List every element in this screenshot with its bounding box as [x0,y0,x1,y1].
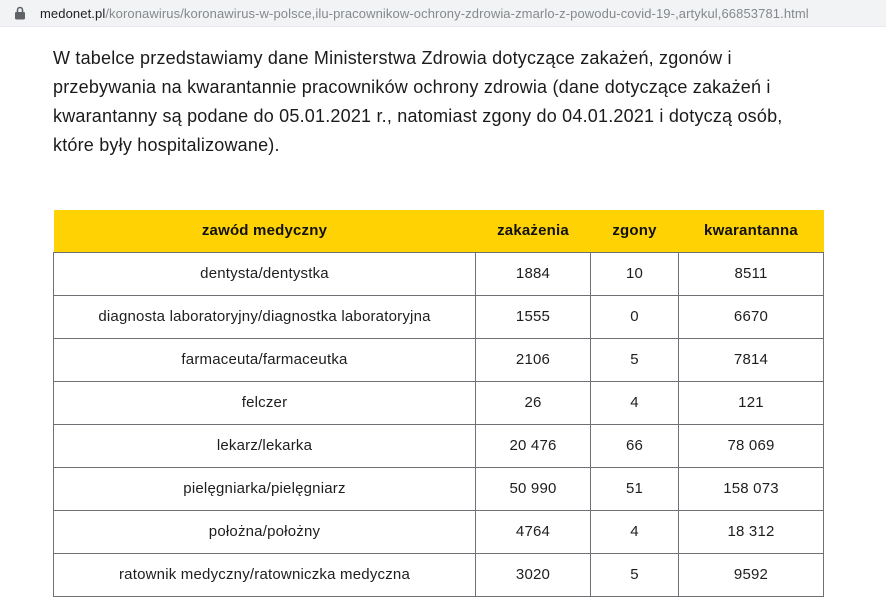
table-header-zawod-medyczny: zawód medyczny [54,210,476,252]
table-row [54,424,824,467]
table-cell: 26 [476,381,591,424]
table-cell: położna/położny [54,510,476,553]
table-cell: 10 [591,252,679,295]
table-cell: 4764 [476,510,591,553]
table-cell: 7814 [679,338,824,381]
url-path: /koronawirus/koronawirus-w-polsce,ilu-pracownikow-ochrony-zdrowia-zmarlo-z-powodu-covid-19-,artykul,66853781.html [105,5,809,21]
table-cell: 2106 [476,338,591,381]
table-row [54,338,824,381]
table-cell: 4 [591,381,679,424]
table-cell: 1884 [476,252,591,295]
table-row [54,252,824,295]
table-cell: pielęgniarka/pielęgniarz [54,467,476,510]
lock-icon[interactable] [14,6,26,20]
table-cell: 6670 [679,295,824,338]
table-cell: diagnosta laboratoryjny/diagnostka laboratoryjna [54,295,476,338]
table-row [54,553,824,596]
table-cell: 158 073 [679,467,824,510]
table-cell: farmaceuta/farmaceutka [54,338,476,381]
table-header-kwarantanna: kwarantanna [679,210,824,252]
url-text [40,6,809,21]
table-cell: lekarz/lekarka [54,424,476,467]
data-table [53,210,824,597]
article-content [0,27,886,597]
table-cell: 50 990 [476,467,591,510]
table-header-row [54,210,824,252]
table-body [54,252,824,596]
table-row [54,467,824,510]
table-cell: 5 [591,338,679,381]
table-cell: felczer [54,381,476,424]
table-row [54,381,824,424]
table-header-zakazenia: zakażenia [476,210,591,252]
table-cell: 9592 [679,553,824,596]
table-cell: 5 [591,553,679,596]
table-cell: 51 [591,467,679,510]
url-host: medonet.pl [40,5,106,21]
table-cell: 4 [591,510,679,553]
table-cell: 0 [591,295,679,338]
table-cell: 66 [591,424,679,467]
table-row [54,510,824,553]
table-cell: 121 [679,381,824,424]
table-cell: ratownik medyczny/ratowniczka medyczna [54,553,476,596]
table-cell: 1555 [476,295,591,338]
table-row [54,295,824,338]
table-cell: dentysta/dentystka [54,252,476,295]
table-header-zgony: zgony [591,210,679,252]
table-cell: 3020 [476,553,591,596]
table-cell: 78 069 [679,424,824,467]
article-intro: W tabelce przedstawiamy dane Ministerstwa Zdrowia dotyczące zakażeń, zgonów i przebywania na kwarantannie pracowników ochrony zdrowia (dane dotyczące zakażeń i kwarantanny są podane do 05.01.2021 r., natomiast zgony do 04.01.2021 i dotyczą osób, które były hospitalizowane). [53,48,783,155]
browser-url-bar[interactable] [0,0,886,27]
table-cell: 20 476 [476,424,591,467]
table-cell: 8511 [679,252,824,295]
table-cell: 18 312 [679,510,824,553]
